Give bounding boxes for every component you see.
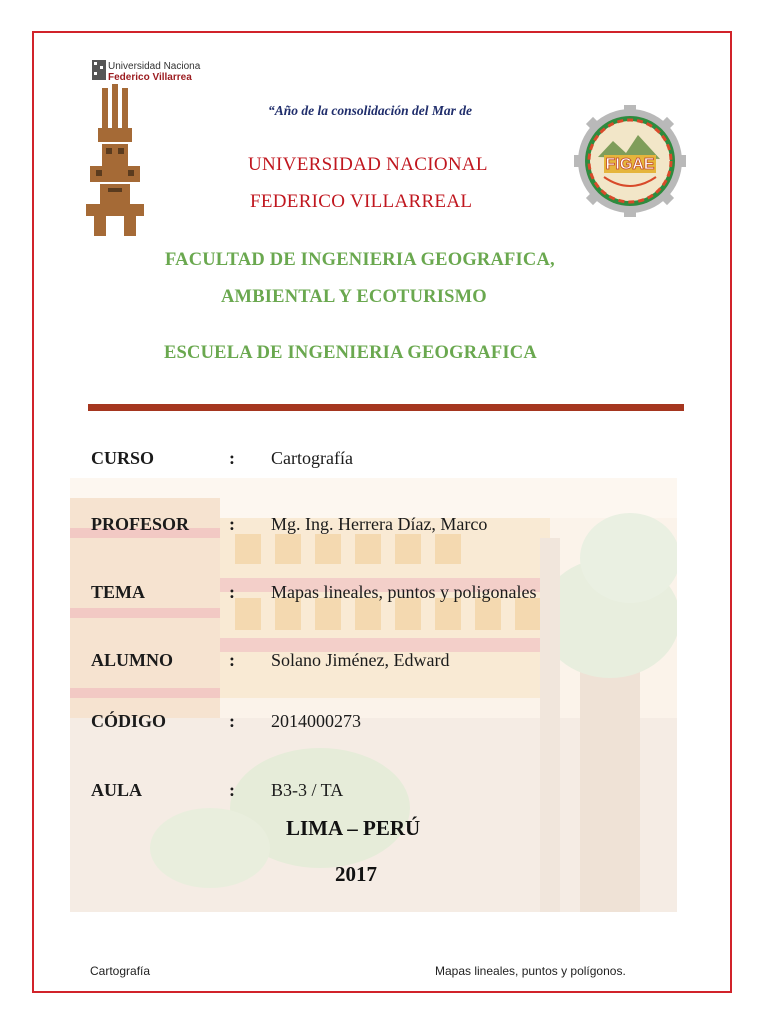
year: 2017 bbox=[335, 862, 377, 886]
info-label: AULA bbox=[91, 780, 143, 800]
info-colon: : bbox=[229, 650, 235, 670]
faculty-name-line1: FACULTAD DE INGENIERIA GEOGRAFICA, bbox=[165, 250, 555, 270]
header-divider bbox=[88, 404, 684, 411]
info-label: TEMA bbox=[91, 582, 145, 602]
city-country: LIMA – PERÚ bbox=[286, 816, 421, 840]
info-value: 2014000273 bbox=[271, 711, 361, 731]
university-name-line1: UNIVERSIDAD NACIONAL bbox=[248, 154, 488, 175]
school-name: ESCUELA DE INGENIERIA GEOGRAFICA bbox=[164, 343, 537, 363]
logo-text-line1: Universidad Naciona bbox=[108, 61, 201, 72]
info-label: ALUMNO bbox=[91, 650, 173, 670]
info-value: Mg. Ing. Herrera Díaz, Marco bbox=[271, 514, 488, 534]
info-colon: : bbox=[229, 514, 235, 534]
footer-right: Mapas lineales, puntos y polígonos. bbox=[435, 964, 626, 978]
info-colon: : bbox=[229, 582, 235, 602]
info-value: Solano Jiménez, Edward bbox=[271, 650, 450, 670]
university-name-line2: FEDERICO VILLARREAL bbox=[250, 191, 473, 212]
faculty-name-line2: AMBIENTAL Y ECOTURISMO bbox=[221, 287, 487, 307]
figae-logo bbox=[568, 105, 692, 217]
figae-logo-text: FIGAE bbox=[605, 156, 655, 173]
info-label: CURSO bbox=[91, 448, 155, 468]
info-colon: : bbox=[229, 448, 235, 468]
info-value: B3-3 / TA bbox=[271, 780, 344, 800]
logo-text-line2: Federico Villarrea bbox=[108, 72, 192, 83]
info-colon: : bbox=[229, 711, 235, 731]
footer-left: Cartografía bbox=[90, 964, 151, 978]
info-label: CÓDIGO bbox=[91, 711, 167, 731]
info-value: Cartografía bbox=[271, 448, 353, 468]
motto: “Año de la consolidación del Mar de bbox=[268, 103, 473, 118]
info-colon: : bbox=[229, 780, 235, 800]
campus-background-photo bbox=[70, 478, 677, 912]
info-value: Mapas lineales, puntos y poligonales bbox=[271, 582, 537, 602]
university-logo bbox=[80, 58, 208, 242]
info-label: PROFESOR bbox=[91, 514, 190, 534]
